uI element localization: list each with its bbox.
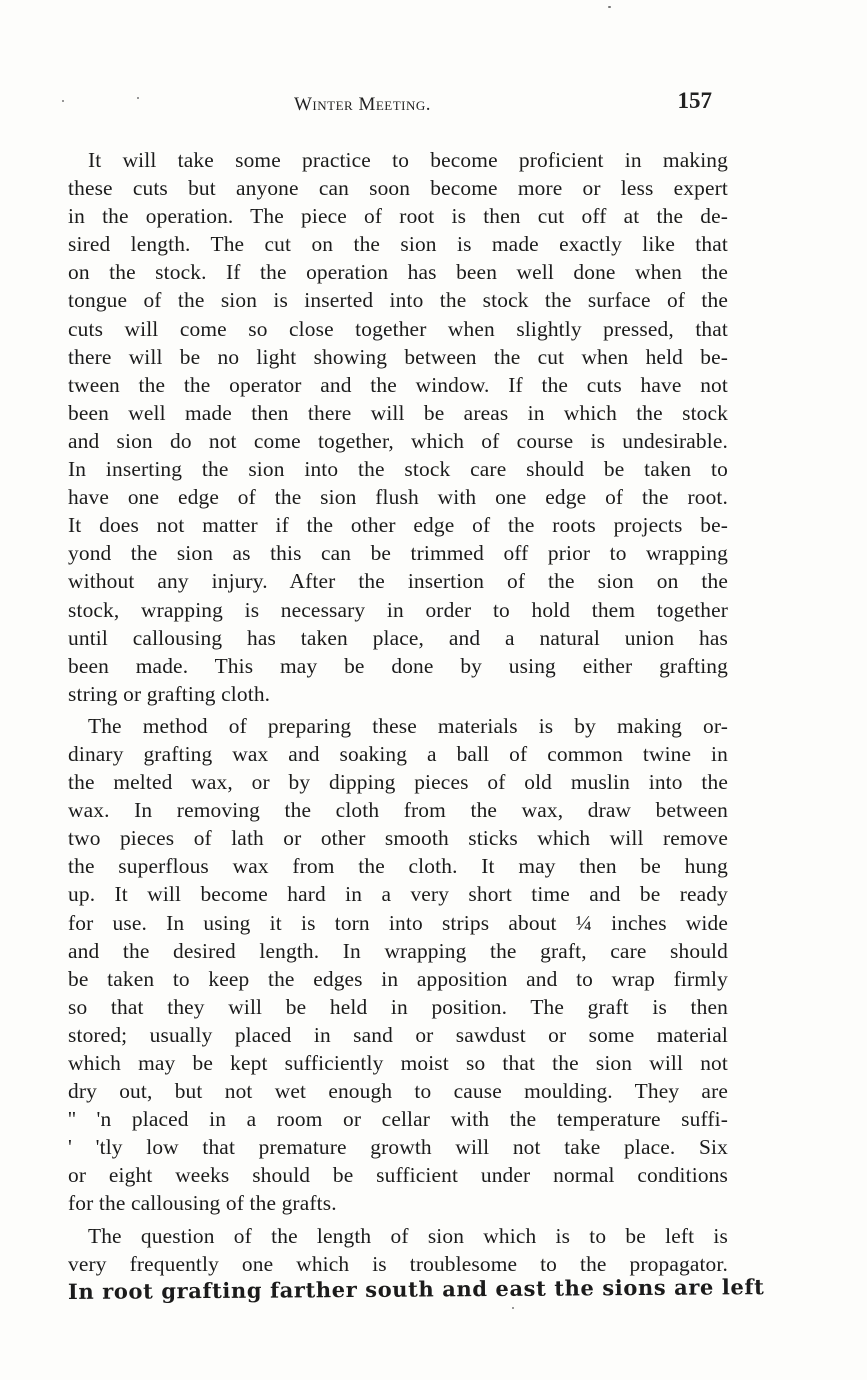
- print-speck: [62, 100, 64, 102]
- text-line: the melted wax, or by dipping pieces of old muslin into the: [68, 770, 728, 795]
- text-line: string or grafting cloth.: [68, 681, 271, 706]
- text-line: up. It will become hard in a very short time and be ready: [68, 882, 728, 907]
- text-line: and the desired length. In wrapping the graft, care should: [68, 938, 728, 963]
- text-body: [67, 146, 765, 1310]
- text-line: It will take some practice to become proficient in making: [88, 148, 728, 172]
- text-line: so that they will be held in position. The graft is then: [68, 994, 728, 1019]
- text-line: ' 'tly low that premature growth will not take place. Six: [68, 1135, 728, 1160]
- text-line: dinary grafting wax and soaking a ball of common twine in: [68, 741, 728, 766]
- text-line: In root grafting farther south and east the sions are left: [67, 1273, 765, 1304]
- text-line: in the operation. The piece of root is then cut off at the de-: [68, 204, 728, 229]
- text-line: on the stock. If the operation has been well done when the: [68, 260, 728, 285]
- text-line: yond the sion as this can be trimmed off prior to wrapping: [68, 541, 728, 566]
- text-line: been well made then there will be areas in which the stock: [68, 400, 728, 425]
- paragraph-1: [68, 146, 728, 708]
- page-number: 157: [677, 88, 712, 113]
- text-line: there will be no light showing between the cut when held be-: [68, 344, 728, 369]
- text-line: In inserting the sion into the stock care should be taken to: [68, 457, 728, 482]
- text-line: wax. In removing the cloth from the wax, draw between: [68, 798, 728, 823]
- text-line: until callousing has taken place, and a natural union has: [68, 625, 728, 650]
- text-line: '' 'n placed in a room or cellar with the temperature suffi-: [68, 1107, 728, 1132]
- text-line: the superflous wax from the cloth. It may then be hung: [68, 854, 728, 879]
- text-line: or eight weeks should be sufficient under normal conditions: [68, 1163, 728, 1188]
- text-line: tween the the operator and the window. If the cuts have not: [68, 372, 728, 397]
- paragraph-3: [67, 1222, 765, 1306]
- text-line: without any injury. After the insertion of the sion on the: [68, 569, 728, 594]
- text-line: very frequently one which is troublesome to the propagator.: [68, 1251, 728, 1276]
- text-line: stored; usually placed in sand or sawdust or some material: [68, 1022, 728, 1047]
- text-line: It does not matter if the other edge of the roots projects be-: [68, 513, 728, 538]
- text-line: be taken to keep the edges in apposition and to wrap firmly: [68, 966, 728, 991]
- text-line: these cuts but anyone can soon become more or less expert: [68, 176, 728, 201]
- text-line: dry out, but not wet enough to cause moulding. They are: [68, 1079, 728, 1104]
- text-line: which may be kept sufficiently moist so that the sion will not: [68, 1051, 728, 1075]
- running-title: Winter Meeting.: [294, 94, 432, 115]
- text-line: tongue of the sion is inserted into the stock the surface of the: [68, 288, 728, 313]
- text-line: been made. This may be done by using either grafting: [68, 653, 728, 678]
- text-line: The method of preparing these materials is by making or-: [88, 713, 728, 738]
- text-line: two pieces of lath or other smooth sticks which will remove: [68, 826, 728, 851]
- text-line: sired length. The cut on the sion is made exactly like that: [68, 232, 728, 257]
- running-head: [68, 88, 718, 118]
- print-speck: [608, 6, 611, 8]
- text-line: have one edge of the sion flush with one edge of the root.: [68, 485, 728, 510]
- text-line: for use. In using it is torn into strips about ¼ inches wide: [68, 910, 728, 935]
- text-line: The question of the length of sion which is to be left is: [88, 1223, 728, 1248]
- text-line: for the callousing of the grafts.: [68, 1191, 337, 1216]
- text-line: and sion do not come together, which of course is undesirable.: [68, 428, 728, 453]
- paragraph-2: [68, 712, 728, 1218]
- text-line: cuts will come so close together when slightly pressed, that: [68, 316, 728, 341]
- text-line: stock, wrapping is necessary in order to hold them together: [68, 597, 728, 622]
